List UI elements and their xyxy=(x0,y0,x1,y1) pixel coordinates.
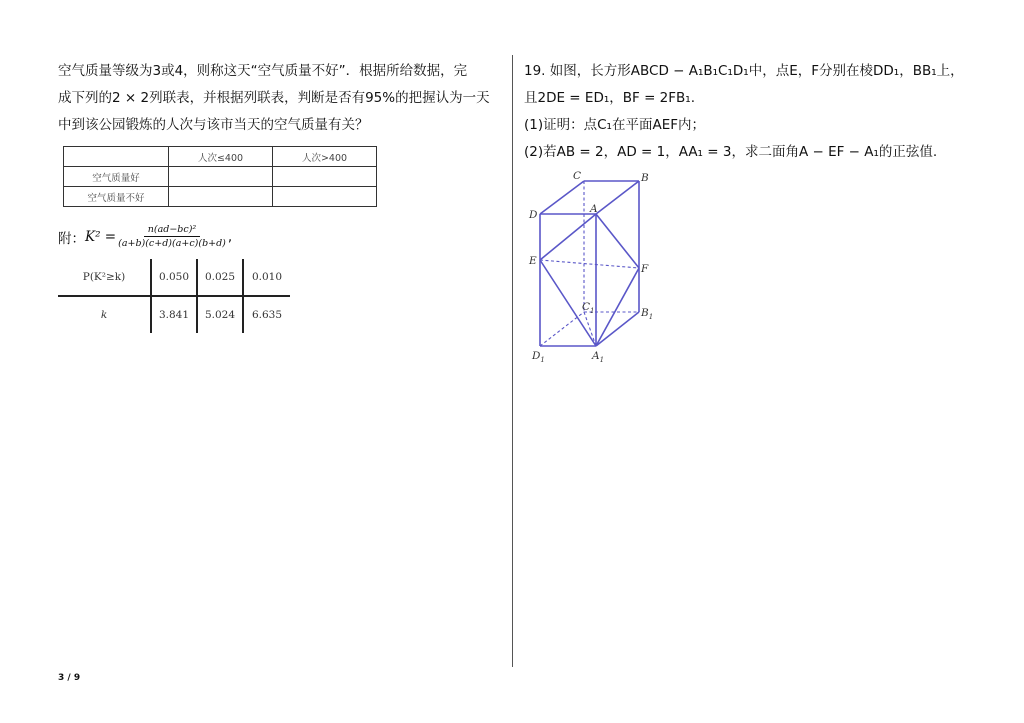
table-cell xyxy=(169,187,273,207)
label-A1-base: A xyxy=(592,350,600,362)
label-B1-base: B xyxy=(641,307,649,319)
formula-trailing: , xyxy=(227,228,233,245)
formula-numerator: n(ad−bc)² xyxy=(144,224,200,237)
appendix-label: 附： xyxy=(58,230,85,247)
formula-denominator: (a+b)(c+d)(a+c)(b+d) xyxy=(118,238,226,249)
label-subscript: 1 xyxy=(648,313,654,321)
column-divider xyxy=(512,55,513,667)
table-cell xyxy=(64,147,169,167)
question-19-line-2: 且2DE = ED₁，BF = 2FB₁. xyxy=(524,90,695,106)
question-19-part-1: (1)证明：点C₁在平面AEF内； xyxy=(524,117,705,133)
cuboid-diagram xyxy=(528,168,660,364)
label-D1-base: D xyxy=(532,350,541,362)
contingency-table xyxy=(63,146,377,207)
table-cell xyxy=(169,167,273,187)
table-header: 人次>400 xyxy=(273,147,377,167)
page-number: 3 / 9 xyxy=(58,673,81,683)
label-C: C xyxy=(573,170,582,182)
appendix-formula xyxy=(58,224,232,249)
label-subscript: 1 xyxy=(540,356,545,364)
label-E: E xyxy=(529,255,537,267)
right-question-text xyxy=(524,58,994,166)
table-row xyxy=(58,259,290,296)
k-label: k xyxy=(58,296,151,333)
label-A: A xyxy=(590,203,598,215)
formula-lhs: K² = xyxy=(85,228,117,245)
table-cell: 0.050 xyxy=(151,259,197,296)
label-D: D xyxy=(529,209,538,221)
table-row xyxy=(64,167,377,187)
row-label: 空气质量不好 xyxy=(64,187,169,207)
table-cell xyxy=(273,167,377,187)
label-A1 xyxy=(591,350,604,364)
question-line-1: 空气质量等级为3或4，则称这天“空气质量不好”．根据所给数据，完 xyxy=(58,63,468,79)
cuboid-figure xyxy=(528,168,660,364)
label-D1 xyxy=(531,350,545,364)
question-19-line-1: 19. 如图，长方形ABCD − A₁B₁C₁D₁中，点E，F分别在棱DD₁，BB₁上， xyxy=(524,63,964,79)
formula-fraction xyxy=(118,224,226,249)
question-19-part-2: (2)若AB = 2，AD = 1，AA₁ = 3，求二面角A − EF − A₁的正弦值. xyxy=(524,144,938,160)
table-cell: 6.635 xyxy=(251,309,283,321)
table-cell: 3.841 xyxy=(151,296,197,333)
label-C1 xyxy=(582,301,595,315)
label-B1 xyxy=(640,307,653,321)
table-header: 人次≤400 xyxy=(169,147,273,167)
label-F: F xyxy=(641,263,649,275)
table-row xyxy=(64,187,377,207)
table-cell xyxy=(273,187,377,207)
question-line-2: 成下列的2 × 2列联表，并根据列联表，判断是否有95%的把握认为一天 xyxy=(58,90,490,106)
table-row xyxy=(58,296,290,333)
table-header-row xyxy=(64,147,377,167)
critical-value-table xyxy=(58,259,290,333)
label-C1-base: C xyxy=(582,301,591,313)
label-B: B xyxy=(641,172,649,184)
question-line-3: 中到该公园锻炼的人次与该市当天的空气质量有关？ xyxy=(58,117,369,133)
table-cell: 0.025 xyxy=(197,259,243,296)
table-cell: 0.010 xyxy=(243,259,290,296)
table-cell: 5.024 xyxy=(197,296,243,333)
row-label: 空气质量好 xyxy=(64,167,169,187)
probability-label: P(K²≥k) xyxy=(58,259,151,296)
label-subscript: 1 xyxy=(599,356,605,364)
label-subscript: 1 xyxy=(590,307,595,315)
left-question-text xyxy=(58,58,498,139)
